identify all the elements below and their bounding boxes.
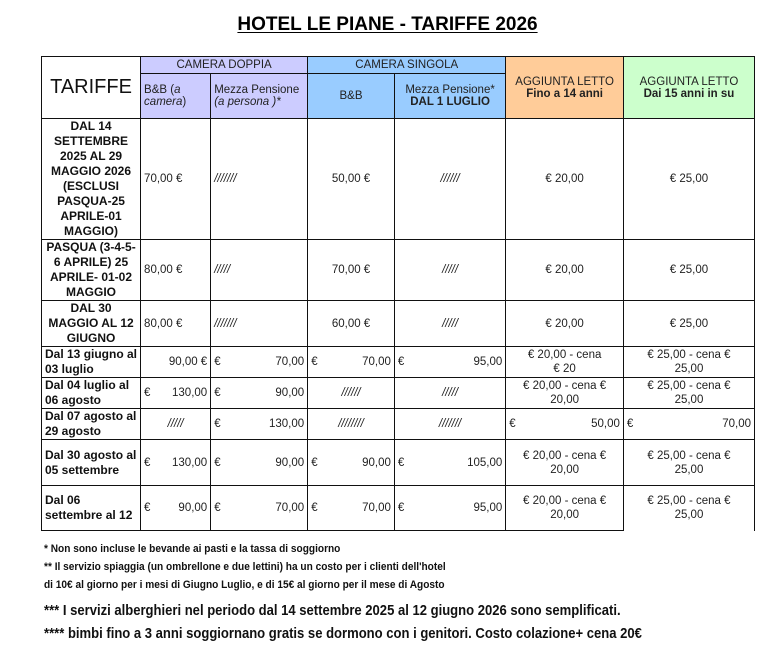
price-value: 130,00 (172, 387, 208, 399)
singola-bb-cell: 50,00 € (308, 119, 395, 240)
camera-doppia-header: CAMERA DOPPIA (141, 57, 308, 74)
doppia-mp-cell: /////// (211, 301, 308, 347)
doppia-mp-header (211, 74, 308, 119)
letto15-cell: € 25,00 (623, 119, 754, 240)
letto-line-a: € 20,00 - cena (527, 349, 602, 361)
price-value: 90,00 (275, 387, 305, 399)
letto-line-b: 25,00 (674, 509, 704, 521)
doppia-bb-ital: a camera (144, 84, 183, 108)
letto15-cell (623, 440, 754, 486)
doppia-bb-cell: 80,00 € (141, 240, 211, 301)
doppia-mp-cell: ///// (211, 240, 308, 301)
doppia-bb-cell: ///// (141, 409, 211, 440)
aggiunta-letto-14-sub: Fino a 14 anni (526, 87, 603, 100)
euro-sign: € (311, 502, 318, 514)
euro-sign: € (397, 356, 405, 368)
letto15-cell (623, 486, 754, 531)
letto-line-a: € 20,00 - cena € (523, 380, 607, 392)
letto14-cell (506, 347, 624, 378)
table-row (42, 301, 755, 347)
singola-mp-cell: /////// (394, 409, 505, 440)
euro-sign: € (144, 456, 151, 469)
price-value: 105,00 (467, 456, 503, 469)
table-row (42, 486, 755, 531)
price-value: 70,00 (275, 502, 305, 514)
singola-bb-cell: //////// (308, 409, 395, 440)
period-cell: Dal 30 agosto al 05 settembre (42, 440, 141, 486)
doppia-bb-label: B&B ( (144, 84, 175, 96)
letto14-cell (506, 440, 624, 486)
singola-mp-label: Mezza Pensione* (405, 84, 495, 96)
period-cell: Dal 04 luglio al 06 agosto (42, 378, 141, 409)
letto14-cell (506, 486, 624, 531)
price-value: 90,00 (275, 456, 305, 469)
doppia-mp-cell (211, 378, 308, 409)
singola-mp-sub: DAL 1 LUGLIO (410, 96, 490, 108)
table-row (42, 440, 755, 486)
tariffe-header: TARIFFE (42, 57, 141, 119)
singola-mp-cell (394, 486, 505, 531)
doppia-mp-cell (211, 440, 308, 486)
camera-singola-header: CAMERA SINGOLA (308, 57, 506, 74)
singola-bb-cell: 60,00 € (308, 301, 395, 347)
letto14-cell: € 20,00 (506, 301, 624, 347)
euro-sign: € (214, 356, 221, 368)
singola-mp-cell: ////// (394, 119, 505, 240)
period-cell: DAL 14 SETTEMBRE 2025 AL 29 MAGGIO 2026 (ESCLUSI PASQUA-25 APRILE-01 MAGGIO) (42, 119, 141, 240)
singola-mp-cell (394, 347, 505, 378)
letto-line-b: 25,00 (674, 394, 704, 406)
rates-table (41, 56, 755, 531)
period-cell: Dal 07 agosto al 29 agosto (42, 409, 141, 440)
price-value: 50,00 (591, 418, 620, 430)
letto15-cell (623, 409, 754, 440)
letto14-cell: € 20,00 (506, 240, 624, 301)
price-value: 130,00 (269, 418, 305, 430)
price-value: 70,00 (275, 356, 305, 368)
note-5: **** bimbi fino a 3 anni soggiornano gratis se dormono con i genitori. Costo colazione+ cena 20€ (44, 626, 642, 642)
letto15-cell: € 25,00 (623, 240, 754, 301)
euro-sign: € (144, 387, 151, 399)
table-row (42, 347, 755, 378)
table-row (42, 378, 755, 409)
euro-sign: € (509, 418, 516, 430)
letto14-cell (506, 378, 624, 409)
aggiunta-letto-15-title: AGGIUNTA LETTO (639, 75, 739, 88)
singola-bb-cell: ////// (308, 378, 395, 409)
doppia-mp-cell (211, 347, 308, 378)
note-3: di 10€ al giorno per i mesi di Giugno Luglio, e di 15€ al giorno per il mese di Agosto (44, 579, 445, 591)
euro-sign: € (144, 502, 151, 514)
letto-line-a: € 20,00 - cena € (523, 495, 607, 507)
note-4: *** I servizi alberghieri nel periodo dal 14 settembre 2025 al 12 giugno 2026 sono semplificati. (44, 603, 621, 619)
letto-line-b: 25,00 (674, 363, 704, 375)
doppia-bb-cell: 90,00 € (141, 347, 211, 378)
doppia-bb-cell: 70,00 € (141, 119, 211, 240)
period-cell: PASQUA (3-4-5-6 APRILE) 25 APRILE- 01-02 MAGGIO (42, 240, 141, 301)
period-cell: Dal 13 giugno al 03 luglio (42, 347, 141, 378)
singola-bb-cell (308, 347, 395, 378)
euro-sign: € (214, 387, 221, 399)
page-title (0, 14, 775, 36)
letto-line-b: 25,00 (674, 463, 704, 476)
singola-mp-header (394, 74, 505, 119)
singola-mp-cell (394, 440, 505, 486)
doppia-mp-cell (211, 409, 308, 440)
price-value: 90,00 (178, 502, 208, 514)
price-value: 130,00 (172, 456, 208, 469)
singola-bb-header: B&B (308, 74, 395, 119)
table-row (42, 409, 755, 440)
price-value: 95,00 (473, 356, 503, 368)
letto-line-b: 20,00 (550, 394, 579, 406)
page-title-text: HOTEL LE PIANE - TARIFFE 2026 (237, 14, 538, 35)
letto15-cell (623, 347, 754, 378)
euro-sign: € (311, 456, 318, 469)
table-row (42, 240, 755, 301)
singola-mp-cell: ///// (394, 301, 505, 347)
doppia-bb-cell: 80,00 € (141, 301, 211, 347)
doppia-bb-cell (141, 486, 211, 531)
price-value: 70,00 (362, 502, 391, 514)
price-value: 70,00 (362, 356, 391, 368)
aggiunta-letto-14-title: AGGIUNTA LETTO (515, 75, 614, 88)
singola-bb-cell: 70,00 € (308, 240, 395, 301)
price-value: 70,00 (722, 418, 751, 430)
doppia-bb-cell (141, 440, 211, 486)
letto-line-a: € 25,00 - cena € (647, 380, 731, 392)
singola-mp-cell: ///// (394, 378, 505, 409)
price-value: 95,00 (473, 502, 503, 514)
euro-sign: € (214, 456, 221, 469)
letto-line-b: 20,00 (550, 463, 579, 476)
letto-line-a: € 25,00 - cena € (647, 449, 731, 462)
doppia-bb-end: ) (182, 96, 187, 108)
aggiunta-letto-15-sub: Dai 15 anni in su (643, 87, 735, 100)
euro-sign: € (626, 418, 634, 430)
letto15-cell (623, 378, 754, 409)
euro-sign: € (214, 502, 221, 514)
singola-bb-cell (308, 486, 395, 531)
aggiunta-letto-15-header (623, 57, 754, 119)
letto15-cell: € 25,00 (623, 301, 754, 347)
singola-mp-cell: ///// (394, 240, 505, 301)
doppia-mp-cell (211, 486, 308, 531)
doppia-mp-ital: (a persona )* (214, 96, 281, 108)
letto14-cell: € 20,00 (506, 119, 624, 240)
letto14-cell (506, 409, 624, 440)
doppia-mp-label: Mezza Pensione (214, 84, 300, 96)
price-value: 90,00 (362, 456, 391, 469)
letto-line-b: 20,00 (550, 509, 579, 521)
letto-line-a: € 20,00 - cena € (523, 449, 607, 462)
note-2: ** Il servizio spiaggia (un ombrellone e due lettini) ha un costo per i clienti dell'hotel (44, 561, 446, 573)
letto-line-a: € 25,00 - cena € (647, 349, 731, 361)
euro-sign: € (311, 356, 318, 368)
note-1: * Non sono incluse le bevande ai pasti e la tassa di soggiorno (44, 543, 341, 555)
doppia-mp-cell: /////// (211, 119, 308, 240)
euro-sign: € (214, 418, 221, 430)
period-cell: Dal 06 settembre al 12 (42, 486, 141, 531)
period-cell: DAL 30 MAGGIO AL 12 GIUGNO (42, 301, 141, 347)
doppia-bb-cell (141, 378, 211, 409)
doppia-bb-header (141, 74, 211, 119)
letto-line-b: € 20 (553, 363, 576, 375)
euro-sign: € (397, 502, 405, 514)
letto-line-a: € 25,00 - cena € (647, 495, 731, 507)
table-row (42, 119, 755, 240)
euro-sign: € (397, 456, 405, 469)
singola-bb-cell (308, 440, 395, 486)
aggiunta-letto-14-header (506, 57, 624, 119)
